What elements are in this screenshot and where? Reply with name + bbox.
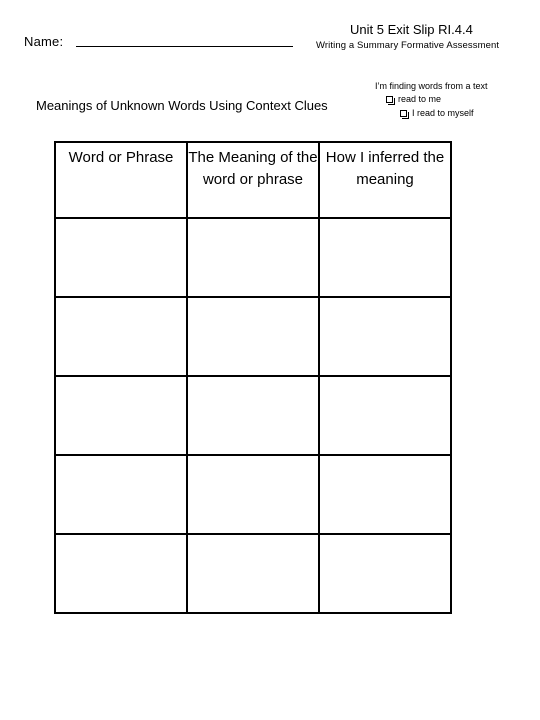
table-row — [55, 455, 451, 534]
unit-subtitle: Writing a Summary Formative Assessment — [316, 40, 500, 51]
table-cell[interactable] — [55, 376, 187, 455]
unit-title: Unit 5 Exit Slip RI.4.4 — [350, 22, 473, 37]
table-cell[interactable] — [187, 455, 319, 534]
table-cell[interactable] — [319, 534, 451, 613]
table-cell[interactable] — [55, 534, 187, 613]
table-header-row — [55, 142, 451, 218]
name-label: Name: — [24, 34, 64, 49]
table-row — [55, 376, 451, 455]
source-prompt-label: I’m finding words from a text — [375, 81, 488, 91]
column-header-meaning: The Meaning of the word or phrase — [187, 142, 319, 218]
table-cell[interactable] — [319, 218, 451, 297]
name-line[interactable] — [76, 46, 293, 47]
table-cell[interactable] — [319, 455, 451, 534]
table-row — [55, 297, 451, 376]
table-cell[interactable] — [55, 218, 187, 297]
table-cell[interactable] — [319, 297, 451, 376]
option-label: I read to myself — [412, 108, 474, 118]
table-row — [55, 218, 451, 297]
table-cell[interactable] — [187, 534, 319, 613]
table-row — [55, 534, 451, 613]
table-cell[interactable] — [55, 455, 187, 534]
column-header-word: Word or Phrase — [55, 142, 187, 218]
checkbox-icon[interactable] — [386, 96, 393, 103]
table-cell[interactable] — [187, 297, 319, 376]
option-read-to-me[interactable] — [386, 94, 441, 104]
option-read-to-myself[interactable] — [400, 108, 474, 118]
table-cell[interactable] — [55, 297, 187, 376]
checkbox-icon[interactable] — [400, 110, 407, 117]
column-header-inferred: How I inferred the meaning — [319, 142, 451, 218]
section-title: Meanings of Unknown Words Using Context Clues — [36, 98, 328, 113]
table-cell[interactable] — [319, 376, 451, 455]
table-cell[interactable] — [187, 218, 319, 297]
table-cell[interactable] — [187, 376, 319, 455]
context-clues-table — [54, 141, 452, 614]
option-label: read to me — [398, 94, 442, 104]
